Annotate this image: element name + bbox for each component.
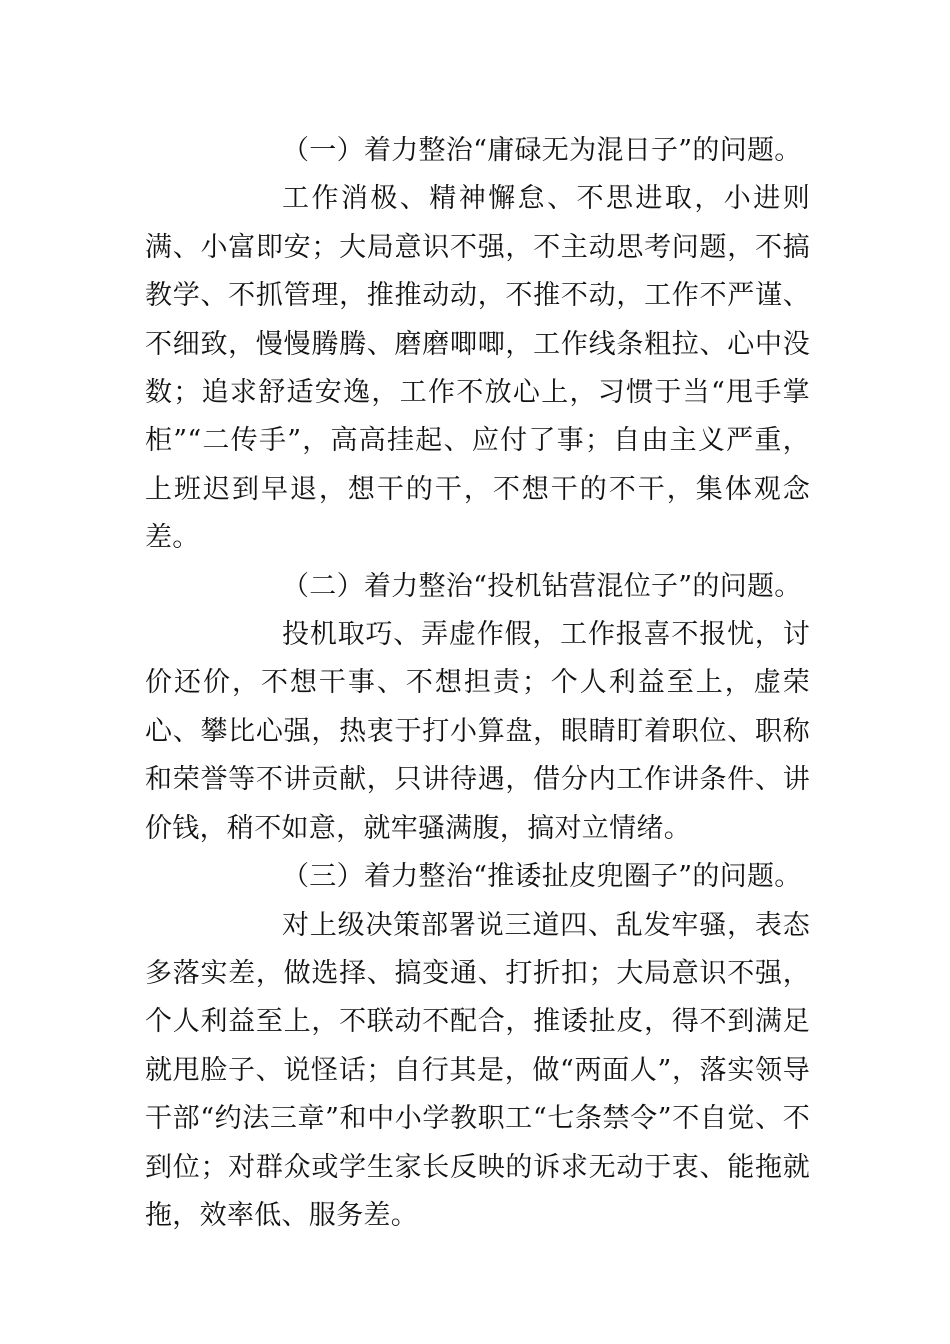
section-2-heading: （二）着力整治“投机钻营混位子”的问题。	[282, 570, 802, 602]
section-3-paragraph: 对上级决策部署说三道四、乱发牢骚，表态多落实差，做选择、搞变通、打折扣；大局意识不强，个人利益至上，不联动不配合，推诿扯皮，得不到满足就甩脸子、说怪话；自行其是，做“两面人”，落实领导干部“约法三章”和中小学教职工“七条禁令”不自觉、不到位；对群众或学生家长反映的诉求无动于衷、能拖就拖，效率低、服务差。	[145, 909, 810, 1231]
section-3-heading: （三）着力整治“推诿扯皮兜圈子”的问题。	[282, 861, 802, 893]
section-1-paragraph: 工作消极、精神懈怠、不思进取，小进则满、小富即安；大局意识不强，不主动思考问题，不搞教学、不抓管理，推推动动，不推不动，工作不严谨、不细致，慢慢腾腾、磨磨唧唧，工作线条粗拉、心中没数；追求舒适安逸，工作不放心上，习惯于当“甩手掌柜”“二传手”，高高挂起、应付了事；自由主义严重，上班迟到早退，想干的干，不想干的不干，集体观念差。	[145, 183, 810, 554]
section-1-heading: （一）着力整治“庸碌无为混日子”的问题。	[282, 135, 802, 166]
document-body	[145, 127, 810, 1240]
section-2-paragraph: 投机取巧、弄虚作假，工作报喜不报忧，讨价还价，不想干事、不想担责；个人利益至上，虚荣心、攀比心强，热衷于打小算盘，眼睛盯着职位、职称和荣誉等不讲贡献，只讲待遇，借分内工作讲条件、讲价钱，稍不如意，就牢骚满腹，搞对立情绪。	[145, 619, 810, 844]
